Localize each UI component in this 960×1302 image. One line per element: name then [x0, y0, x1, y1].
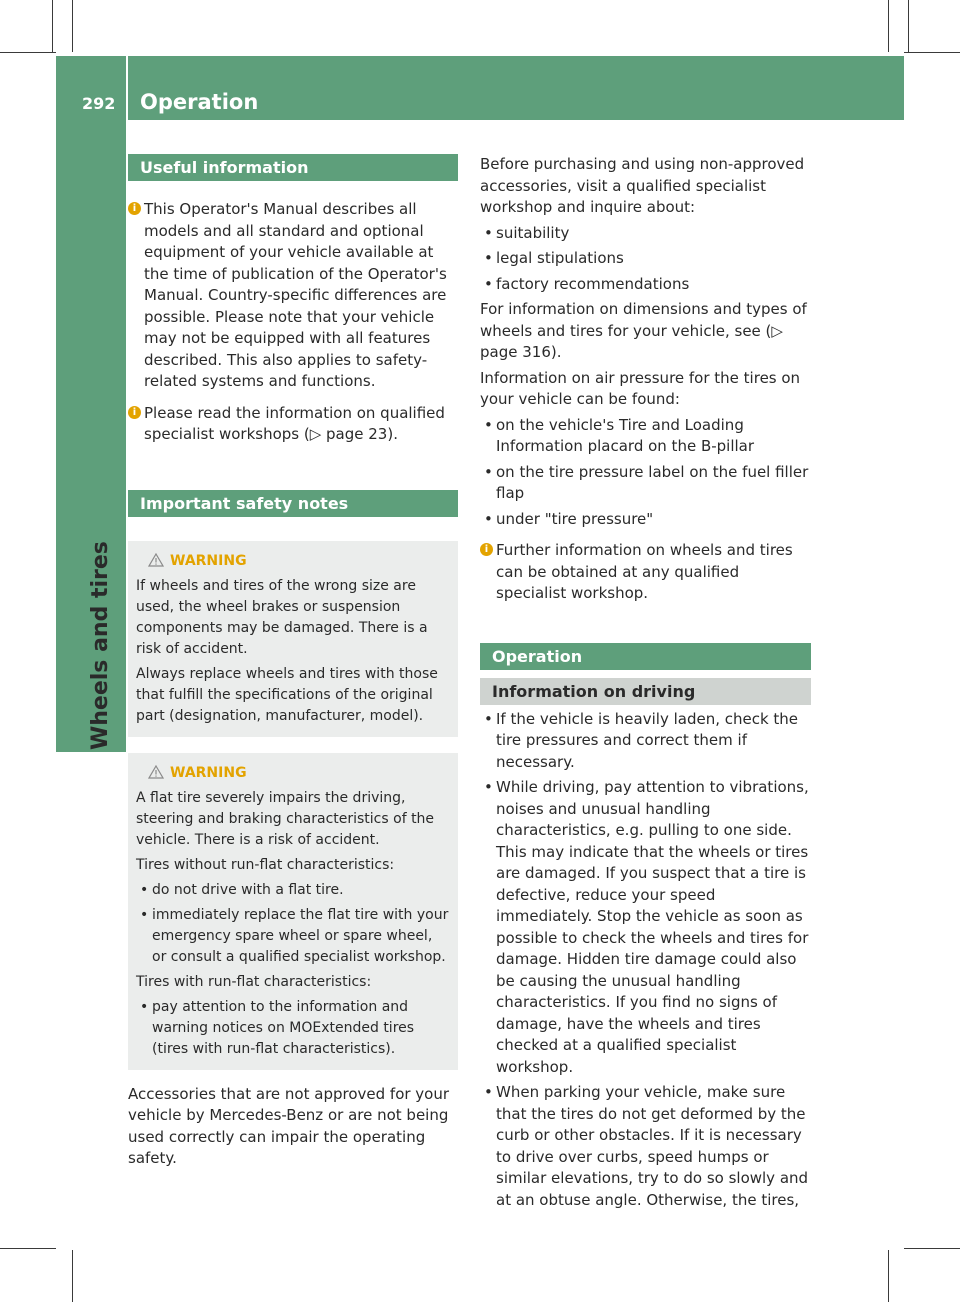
list-item: • suitability [484, 223, 570, 242]
info-icon: i [480, 543, 493, 556]
list-item: • immediately replace the flat tire with your emergency spare wheel or spare wheel, or consult a qualified specialist workshop. [140, 906, 449, 965]
heading-important-safety-notes: Important safety notes [128, 490, 458, 517]
bullet-list [480, 415, 811, 531]
crop-mark [904, 52, 960, 53]
warning-text: A flat tire severely impairs the driving, steering and braking characteristics of the vehicle. There is a risk of accident. [136, 789, 435, 848]
crop-mark [0, 52, 56, 53]
info-note [128, 403, 458, 446]
page-number: 292 [82, 94, 116, 113]
body-paragraph: For information on dimensions and types of wheels and tires for your vehicle, see (▷ page 316). [480, 300, 807, 361]
warning-title [136, 551, 450, 572]
info-note [480, 540, 811, 605]
header-divider [126, 56, 128, 120]
side-tab-label: Wheels and tires [88, 541, 113, 750]
info-text: Please read the information on qualified specialist workshops (▷ page 23). [144, 403, 445, 443]
info-icon: i [128, 406, 141, 419]
list-item: • When parking your vehicle, make sure that the tires do not get deformed by the curb or other obstacles. If it is necessary to drive over curbs, speed humps or similar elevations, try to do so slowly and at an obtuse angle. Otherwise, the tires, [484, 1083, 809, 1209]
crop-mark [908, 0, 909, 52]
info-text: This Operator's Manual describes all models and all standard and optional equipment of your vehicle available at the time of publication of the Operator's Manual. Country-specific differences are possible. Please note that your vehicle may not be equipped with all features described. This also applies to safety-related systems and functions. [144, 200, 447, 390]
info-text: Further information on wheels and tires can be obtained at any qualified specialist workshop. [496, 541, 793, 602]
crop-mark [0, 1248, 56, 1249]
warning-text: Tires with run-flat characteristics: [136, 973, 372, 990]
crop-mark [72, 1250, 73, 1302]
warning-title-text: WARNING [170, 552, 247, 569]
list-item: • factory recommendations [484, 274, 690, 293]
warning-title [136, 763, 450, 784]
list-item: • If the vehicle is heavily laden, check the tire pressures and correct them if necessary. [484, 709, 799, 771]
crop-mark [52, 0, 53, 52]
bullet-list [136, 880, 450, 968]
bullet-list [480, 223, 811, 296]
bullet-list [136, 997, 450, 1060]
crop-mark [72, 0, 73, 52]
list-item: • pay attention to the information and warning notices on MOExtended tires (tires with run-flat characteristics). [140, 998, 415, 1057]
crop-mark [888, 1250, 889, 1302]
body-paragraph: Before purchasing and using non-approved accessories, visit a qualified specialist workshop and inquire about: [480, 155, 805, 216]
crop-mark [888, 0, 889, 52]
heading-operation: Operation [480, 643, 811, 670]
heading-information-on-driving: Information on driving [480, 678, 811, 705]
body-paragraph: Information on air pressure for the tires on your vehicle can be found: [480, 368, 801, 408]
warning-triangle-icon [148, 765, 164, 779]
list-item: • legal stipulations [484, 249, 624, 267]
list-item: • on the vehicle's Tire and Loading Information placard on the B-pillar [484, 415, 755, 455]
list-item: • do not drive with a flat tire. [140, 881, 344, 898]
info-note [128, 199, 458, 393]
warning-text: If wheels and tires of the wrong size are used, the wheel brakes or suspension components may be damaged. There is a risk of accident. [136, 577, 428, 657]
section-title: Operation [140, 90, 259, 114]
warning-box [128, 541, 458, 737]
warning-triangle-icon [148, 553, 164, 567]
warning-text: Always replace wheels and tires with those that fulfill the specifications of the original part (designation, manufacturer, model). [136, 665, 438, 724]
crop-mark [904, 1248, 960, 1249]
list-item: • on the tire pressure label on the fuel filler flap [484, 462, 809, 502]
list-item: • While driving, pay attention to vibrations, noises and unusual handling characteristics, e.g. pulling to one side. This may indicate that the wheels or tires are damaged. If you suspect that a tire is defective, reduce your speed immediately. Stop the vehicle as soon as possible to check the wheels and tires for damage. Hidden tire damage could also be causing the unusual handling characteristics. If you find no signs of damage, have the wheels and tires checked at a qualified specialist workshop. [484, 778, 809, 1076]
info-icon: i [128, 202, 141, 215]
warning-text: Tires without run-flat characteristics: [136, 856, 395, 873]
heading-useful-information: Useful information [128, 154, 458, 181]
left-column [128, 154, 458, 1170]
list-item: • under "tire pressure" [484, 509, 654, 528]
bullet-list [480, 709, 811, 1212]
warning-box [128, 753, 458, 1070]
warning-title-text: WARNING [170, 764, 247, 781]
right-column [480, 154, 811, 1211]
body-paragraph: Accessories that are not approved for your vehicle by Mercedes-Benz or are not being used correctly can impair the operating safety. [128, 1084, 450, 1167]
